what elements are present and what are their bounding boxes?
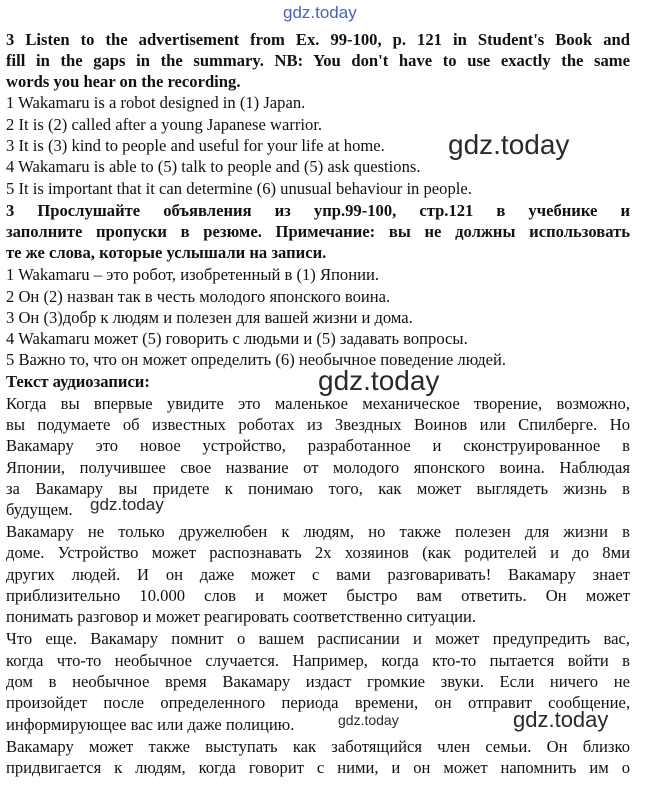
english-heading-line: words you hear on the recording. — [6, 72, 241, 91]
transcript-line: Вакамару может также выступать как заботящийся член семьи. Он близко — [6, 737, 630, 756]
russian-heading-line: заполните пропуски в резюме. Примечание: вы не должны использовать — [6, 222, 630, 241]
transcript-line: информирующее вас или даже полицию. — [6, 715, 295, 734]
russian-summary-item: 3 Он (3)добр к людям и полезен для вашей жизни и дома. — [6, 308, 413, 327]
transcript-line: доме. Устройство может распознавать 2х хозяинов (как родителей и до 8ми — [6, 543, 630, 562]
watermark: gdz.today — [448, 129, 570, 160]
russian-heading-line: те же слова, которые услышали на записи. — [6, 243, 327, 262]
transcript-line: Что еще. Вакамару помнит о вашем расписании и может предупредить вас, — [6, 629, 630, 648]
transcript-line: Японии, получившее свое название от молодого японского воина. Наблюдая — [6, 458, 630, 477]
english-summary-item: 1 Wakamaru is a robot designed in (1) Japan. — [6, 93, 306, 112]
russian-summary-item: 2 Он (2) назван так в честь молодого японского воина. — [6, 287, 391, 306]
transcript-line: когда что-то необычное случается. Например, когда кто-то пытается войти в — [6, 651, 630, 670]
transcript-line: произойдет после определенного периода времени, он отправит сообщение, — [6, 693, 630, 712]
watermark: gdz.today — [338, 712, 399, 728]
english-summary-item: 5 It is important that it can determine (6) unusual behaviour in people. — [6, 179, 472, 198]
transcript-line: вы подумаете об известных роботах из Звездных Воинов или Спилберге. Но — [6, 415, 630, 434]
transcript-line: Вакамару не только дружелюбен к людям, но также полезен для жизни в — [6, 522, 630, 541]
transcript-line: Вакамару это новое устройство, разработанное и сконструированное в — [6, 436, 630, 455]
watermark: gdz.today — [318, 365, 440, 396]
english-summary-item: 4 Wakamaru is able to (5) talk to people and (5) ask questions. — [6, 157, 421, 176]
transcript-line: понимать разговор и может реагировать соответственно ситуации. — [6, 607, 477, 626]
watermark: gdz.today — [90, 495, 164, 514]
russian-summary-item: 1 Wakamaru – это робот, изобретенный в (1) Японии. — [6, 265, 380, 284]
transcript-line: за Вакамару вы придете к понимаю того, как может выглядеть жизнь в — [6, 479, 630, 498]
transcript-title: Текст аудиозаписи: — [6, 372, 150, 391]
english-heading-line: 3 Listen to the advertisement from Ex. 99-100, p. 121 in Student's Book and — [6, 30, 630, 49]
transcript-line: дом в необычное время Вакамару издаст громкие звуки. Если ничего не — [6, 672, 630, 691]
transcript-line: будущем. — [6, 500, 73, 519]
transcript-line: приблизительно 10.000 слов и может быстро вам ответить. Он может — [6, 586, 630, 605]
watermark-top: gdz.today — [283, 3, 357, 22]
english-summary-item: 3 It is (3) kind to people and useful for your life at home. — [6, 136, 385, 155]
transcript-line: других людей. И он даже может с вами разговаривать! Вакамару знает — [6, 565, 630, 584]
transcript-line: Когда вы впервые увидите это маленькое механическое творение, возможно, — [6, 394, 630, 413]
watermark: gdz.today — [513, 707, 609, 732]
russian-summary-item: 5 Важно то, что он может определить (6) необычное поведение людей. — [6, 350, 507, 369]
english-summary-item: 2 It is (2) called after a young Japanese warrior. — [6, 115, 323, 134]
english-heading-line: fill in the gaps in the summary. NB: You don't have to use exactly the same — [6, 51, 630, 70]
russian-summary-item: 4 Wakamaru может (5) говорить с людьми и (5) задавать вопросы. — [6, 329, 468, 348]
russian-heading-line: 3 Прослушайте объявления из упр.99-100, стр.121 в учебнике и — [6, 201, 630, 220]
transcript-line: придвигается к людям, когда говорит с ними, и он может напомнить им о — [6, 758, 630, 777]
